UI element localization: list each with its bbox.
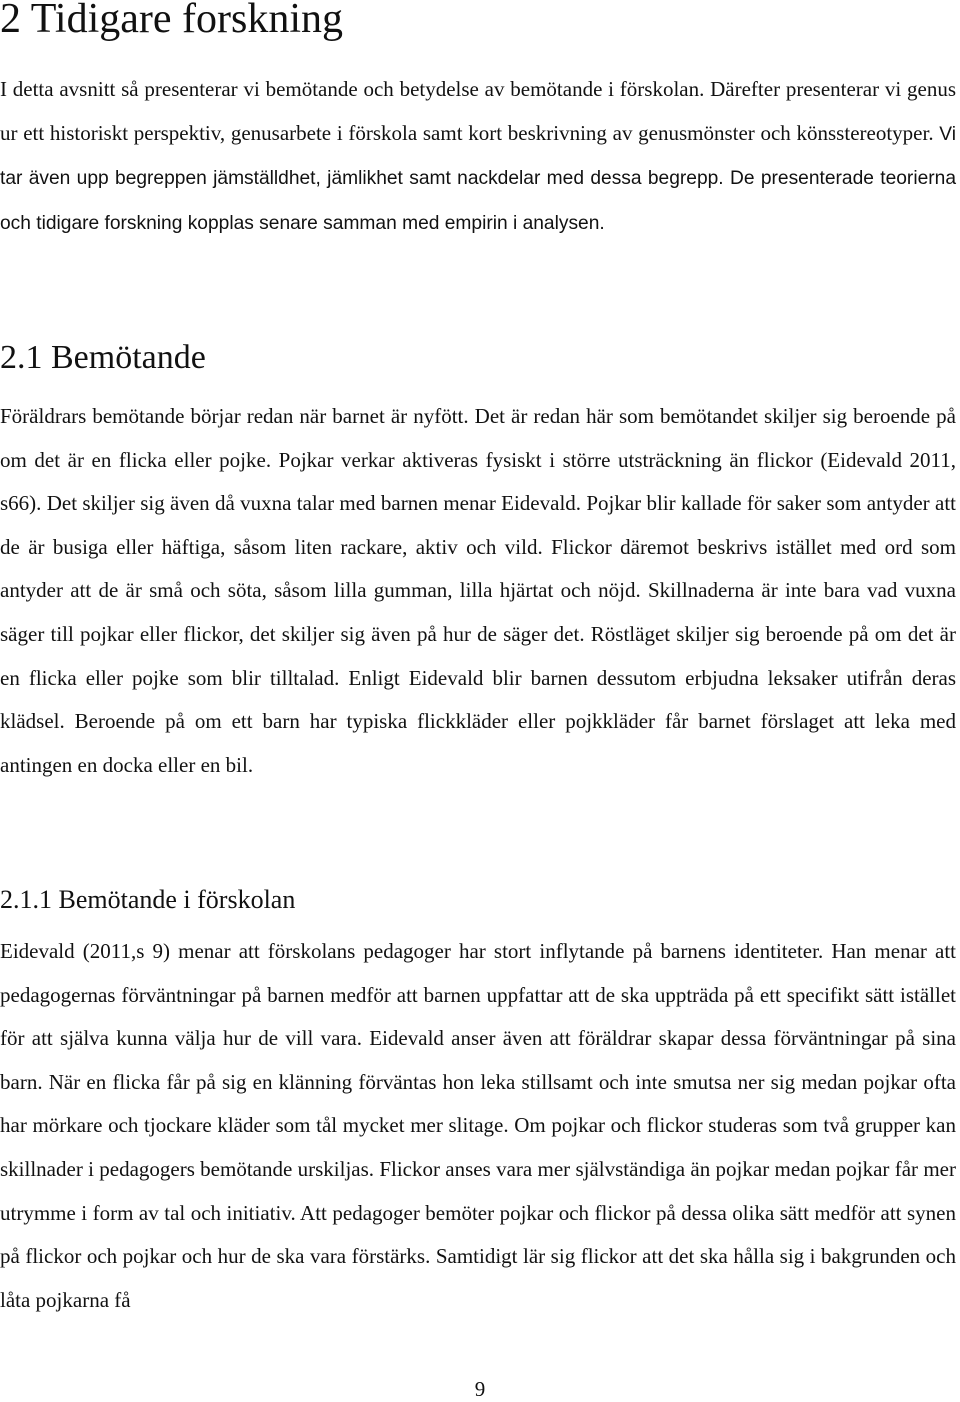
section-heading — [0, 0, 343, 44]
page-number: 9 — [474, 1377, 486, 1401]
subsection-paragraph: Föräldrars bemötande börjar redan när barnet är nyfött. Det är redan här som bemötandet skiljer sig beroende på om det är en flicka eller pojke. Pojkar verkar aktiveras fysiskt i större utsträckning än flickor (Eidevald 2011, s66). Det skiljer sig även då vuxna talar med barnen menar Eidevald. Pojkar blir kallade för saker som antyder att de är busiga eller häftiga, såsom liten rackare, aktiv och vild. Flickor däremot beskrivs istället med ord som antyder att de är små och söta, såsom lilla gumman, lilla hjärtat och nöjd. Skillnaderna är inte bara vad vuxna säger till pojkar eller flickor, det skiljer sig även på hur de säger det. Röstläget skiljer sig beroende på om det är en flicka eller pojke som blir tilltalad. Enligt Eidevald blir barnen dessutom erbjudna leksaker utifrån deras klädsel. Beroende på om ett barn har typiska flickkläder eller pojkkläder får barnet förslaget att leka med antingen en docka eller en bil. — [0, 404, 956, 777]
section-number: 2 — [0, 0, 21, 42]
intro-sans-text: Vi tar även upp begreppen jämställdhet, jämlikhet samt nackdelar med dessa begrepp. De presenterade teorierna och tidigare forskning kopplas senare samman med empirin i analysen. — [0, 123, 956, 234]
subsubsection-title: Bemötande i förskolan — [58, 885, 296, 914]
intro-serif-text: I detta avsnitt så presenterar vi bemötande och betydelse av bemötande i förskolan. Därefter presenterar vi genus ur ett historiskt perspektiv, genusarbete i förskola samt kort beskrivning av genusmönster och könsstereotyper. — [0, 77, 956, 145]
subsubsection-paragraph: Eidevald (2011,s 9) menar att förskolans pedagoger har stort inflytande på barnens identiteter. Han menar att pedagogernas förväntningar på barnen medför att barnen uppfattar att de ska uppträda på ett specifikt sätt istället för att själva kunna välja hur de vill vara. Eidevald anser även att föräldrar skapar dessa förväntningar på sina barn. När en flicka får på sig en klänning förväntas hon leka stillsamt och inte smutsa ner sig medan pojkar ofta har mörkare och tjockare kläder som tål mycket mer slitage. Om pojkar och flickor studeras som två grupper kan skillnader i pedagogers bemötande urskiljas. Flickor anses vara mer självständiga än pojkar medan pojkar får mer utrymme i form av tal och initiativ. Att pedagoger bemöter pojkar och flickor på dessa olika sätt medför att synen på flickor och pojkar och hur de ska vara förstärks. Samtidigt lär sig flickor att det ska hålla sig i bakgrunden och låta pojkarna få — [0, 939, 956, 1312]
intro-paragraph — [0, 68, 956, 245]
subsection-heading — [0, 336, 206, 380]
subsection-title: Bemötande — [51, 339, 206, 376]
subsection-number: 2.1 — [0, 339, 43, 376]
subsubsection-heading — [0, 882, 295, 918]
section-title: Tidigare forskning — [30, 0, 344, 42]
subsubsection-number: 2.1.1 — [0, 885, 52, 914]
